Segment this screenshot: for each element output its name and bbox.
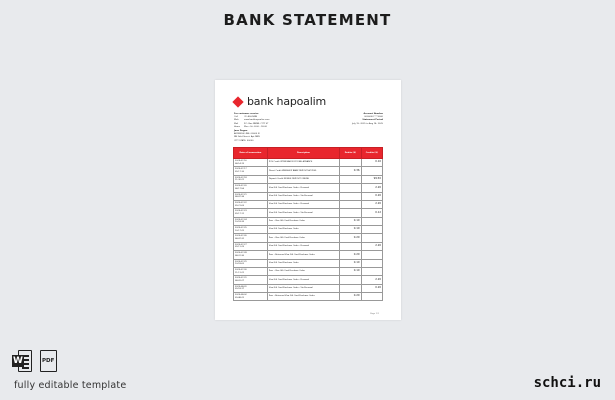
column-header-debits: Debits ($) [340, 148, 361, 159]
date-cell: 2025-07-31 08:41:27 [234, 276, 268, 284]
credit-cell: 0.12 [361, 209, 382, 217]
date-cell: 2025-07-26 08:47:31 [234, 234, 268, 242]
date-cell: 2025-07-18 11:30:21 [234, 175, 268, 183]
column-header-credits: Credits ($) [361, 148, 382, 159]
credit-cell: 99.50 [361, 175, 382, 183]
date-cell: 2025-07-24 10:18:33 [234, 217, 268, 225]
debit-cell [340, 159, 361, 167]
date-cell: 2025-07-27 09:11:25 [234, 242, 268, 250]
debit-cell: 0.10 [340, 267, 361, 275]
column-header-description: Description [267, 148, 339, 159]
description-cell: Deposit Credit MOBILE DEPOSIT ONLINE [267, 175, 339, 183]
description-cell: Visa Gift Card Purchase Order - Via Personal [267, 209, 339, 217]
table-row [234, 184, 383, 192]
table-row [234, 242, 383, 250]
diamond-logo-icon [232, 96, 243, 107]
credit-cell: 2.20 [361, 276, 382, 284]
description-cell: Visa Gift Card Purchase Order - Personal [267, 276, 339, 284]
description-cell: POS Credit VITEN/SAROV POSTAL ADVANCE [267, 159, 339, 167]
contact-row: Call (1)-800-NNN [234, 116, 258, 119]
date-cell: 2025-07-30 11:11:21 [234, 267, 268, 275]
page-number: Page 1/1 [370, 313, 379, 315]
description-cell: Visa Gift Card Purchase Order - Personal [267, 184, 339, 192]
date-cell: 2025-07-22 09:21:05 [234, 200, 268, 208]
bank-name: bank hapoalim [247, 95, 326, 108]
description-cell: Visa Gift Card Purchase Order [267, 259, 339, 267]
table-row [234, 226, 383, 234]
credit-cell: 2.20 [361, 184, 382, 192]
bank-logo [234, 95, 326, 108]
credit-cell: 2.20 [361, 200, 382, 208]
description-cell: Prov - Returned Visa Gift Card Purchase Order [267, 251, 339, 259]
account-number-label: Account Number [363, 113, 383, 115]
address-line: CITY STATE, 00000 [234, 139, 254, 142]
debit-cell [340, 175, 361, 183]
pdf-file-icon: PDF [38, 349, 58, 373]
credit-cell: 0.20 [361, 192, 382, 200]
word-file-icon: W [12, 349, 32, 373]
description-cell: Visa Gift Card Purchase Order - Personal [267, 242, 339, 250]
site-brand: schci.ru [533, 375, 601, 391]
date-cell: 2025-07-16 08:14:19 [234, 159, 268, 167]
address-line: NN Field Street, Apt NNN [234, 136, 260, 139]
debit-cell: 0.36 [340, 167, 361, 175]
contact-row: Web www.bankhapoalim.com [234, 119, 270, 122]
date-cell: 2025-07-20 08:17:56 [234, 184, 268, 192]
table-row [234, 159, 383, 167]
credit-cell [361, 251, 382, 259]
date-cell: 2025-07-25 10:17:22 [234, 226, 268, 234]
service-title: For customer service [234, 113, 259, 115]
table-row [234, 284, 383, 292]
description-cell: Visa Gift Card Purchase Order - Via Personal [267, 192, 339, 200]
contact-row: Mail P.O. Box NNNN, CITY ST [234, 122, 269, 125]
debit-cell [340, 242, 361, 250]
address-line: ADDRESS LINE, 00000 N [234, 133, 260, 136]
account-number: 0000000****0000 [364, 116, 383, 119]
debit-cell [340, 200, 361, 208]
table-header-row [234, 148, 383, 159]
date-cell: 2025-07-21 08:47:36 [234, 192, 268, 200]
description-cell: Direct Credit WEBSHOP BANK DEPOSIT ACCESS [267, 167, 339, 175]
credit-cell [361, 234, 382, 242]
table-row [234, 209, 383, 217]
table-row [234, 217, 383, 225]
debit-cell [340, 184, 361, 192]
debit-cell [340, 192, 361, 200]
page-title: BANK STATEMENT [223, 11, 392, 29]
date-cell: 2025-08-02 09:48:22 [234, 293, 268, 301]
debit-cell [340, 284, 361, 292]
debit-cell: 0.20 [340, 234, 361, 242]
debit-cell [340, 209, 361, 217]
credit-cell: 0.20 [361, 284, 382, 292]
credit-cell [361, 217, 382, 225]
credit-cell: 0.10 [361, 159, 382, 167]
date-cell: 2025-08-01 09:18:17 [234, 284, 268, 292]
credit-cell [361, 293, 382, 301]
debit-cell: 0.10 [340, 217, 361, 225]
description-cell: Prov - Visa Gift Card Purchase Order [267, 267, 339, 275]
tagline: fully editable template [14, 380, 127, 391]
statement-period: July 15, 2025 to Aug 14, 2025 [351, 122, 383, 125]
table-row [234, 267, 383, 275]
date-cell: 2025-07-28 08:22:30 [234, 251, 268, 259]
statement-period-label: Statement Period [362, 119, 383, 122]
contact-row: Hours Mon - Fri, 8:00 - 18:00 [234, 125, 267, 128]
account-info [352, 113, 383, 126]
debit-cell: 0.10 [340, 259, 361, 267]
debit-cell [340, 276, 361, 284]
date-cell: 2025-07-17 09:17:10 [234, 167, 268, 175]
table-row [234, 293, 383, 301]
column-header-date: Date of transaction [234, 148, 268, 159]
table-row [234, 259, 383, 267]
debit-cell: 0.20 [340, 293, 361, 301]
description-cell: Visa Gift Card Purchase Order - Personal [267, 200, 339, 208]
description-cell: Prov - Visa Gift Card Purchase Order [267, 234, 339, 242]
statement-document [215, 80, 401, 320]
description-cell: Prov - Returned Visa Gift Card Purchase Order [267, 293, 339, 301]
transactions-table [233, 147, 383, 301]
table-row [234, 276, 383, 284]
description-cell: Visa Gift Card Purchase Order - Via Personal [267, 284, 339, 292]
credit-cell [361, 267, 382, 275]
table-row [234, 192, 383, 200]
description-cell: Visa Gift Card Purchase Order [267, 226, 339, 234]
customer-info [234, 113, 269, 143]
table-row [234, 175, 383, 183]
table-row [234, 251, 383, 259]
table-row [234, 167, 383, 175]
credit-cell [361, 259, 382, 267]
debit-cell: 0.10 [340, 226, 361, 234]
credit-cell: 2.20 [361, 242, 382, 250]
debit-cell: 0.20 [340, 251, 361, 259]
customer-name: Jane Dugan [234, 130, 248, 133]
description-cell: Prov - Visa Gift Card Purchase Order [267, 217, 339, 225]
date-cell: 2025-07-23 09:17:11 [234, 209, 268, 217]
table-row [234, 234, 383, 242]
table-row [234, 200, 383, 208]
credit-cell [361, 167, 382, 175]
credit-cell [361, 226, 382, 234]
file-format-icons [12, 349, 64, 373]
date-cell: 2025-07-29 10:18:02 [234, 259, 268, 267]
